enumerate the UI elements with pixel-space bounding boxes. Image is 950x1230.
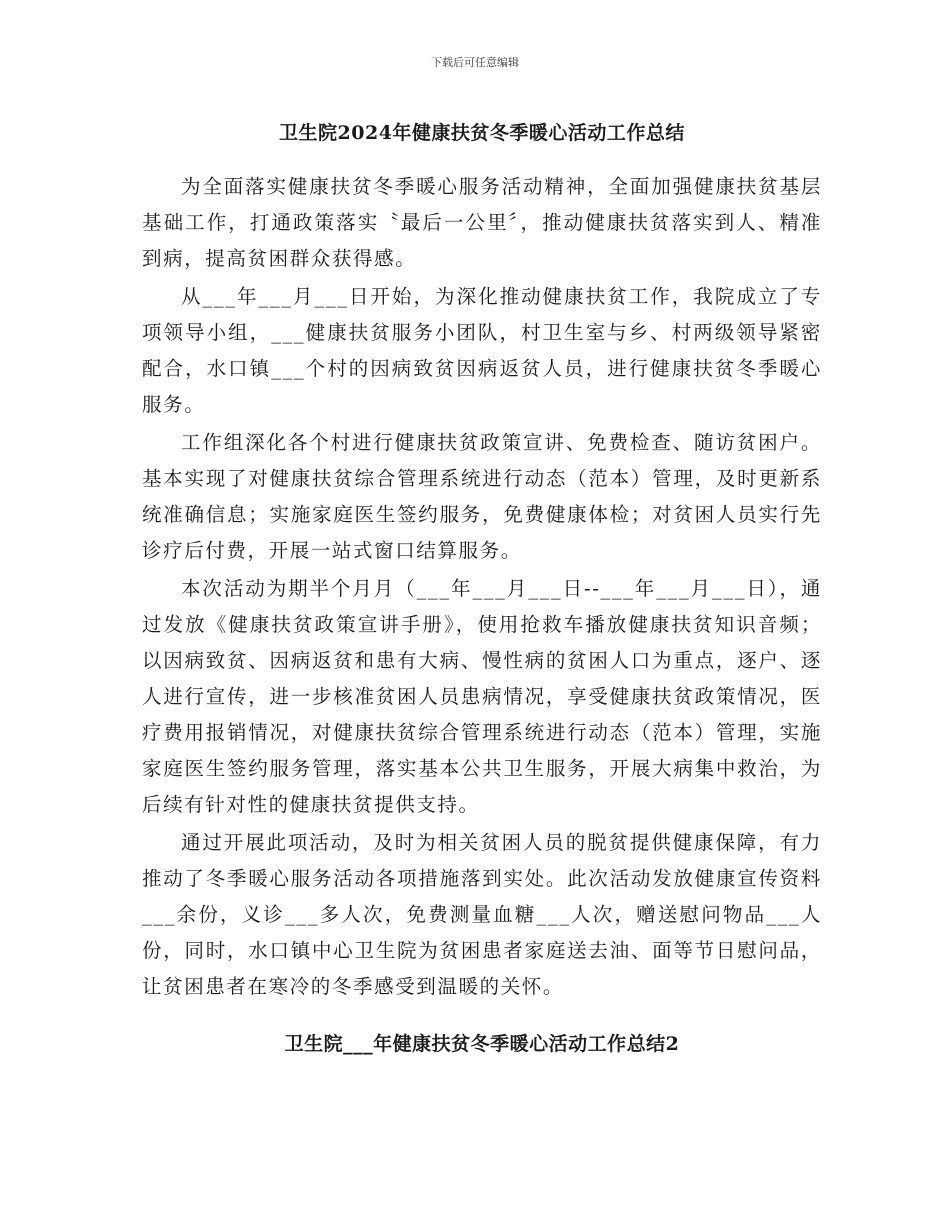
document-title: 卫生院2024年健康扶贫冬季暖心活动工作总结 — [279, 122, 685, 144]
section-title-2: 卫生院___年健康扶贫冬季暖心活动工作总结2 — [284, 1033, 680, 1055]
paragraph-1: 为全面落实健康扶贫冬季暖心服务活动精神，全面加强健康扶贫基层基础工作，打通政策落实〝最后一公里〞，推动健康扶贫落实到人、精准到病，提高贫困群众获得感。 — [142, 175, 822, 270]
paragraph-4: 本次活动为期半个月月（___年___月___日--___年___月___日），通过发放《健康扶贫政策宣讲手册》，使用抢救车播放健康扶贫知识音频；以因病致贫、因病返贫和患有大病、慢性病的贫困人口为重点，逐户、逐人进行宣传，进一步核准贫困人员患病情况，享受健康扶贫政策情况，医疗费用报销情况，对健康扶贫综合管理系统进行动态（范本）管理，实施家庭医生签约服务管理，落实基本公共卫生服务，开展大病集中救治，为后续有针对性的健康扶贫提供支持。 — [142, 577, 822, 816]
header-note: 下载后可任意编辑 — [431, 56, 519, 69]
paragraph-5: 通过开展此项活动，及时为相关贫困人员的脱贫提供健康保障，有力推动了冬季暖心服务活动各项措施落到实处。此次活动发放健康宣传资料___余份，义诊___多人次，免费测量血糖___人次，赠送慰问物品___人份，同时，水口镇中心卫生院为贫困患者家庭送去油、面等节日慰问品，让贫困患者在寒冷的冬季感受到温暖的关怀。 — [142, 831, 822, 998]
paragraph-2: 从___年___月___日开始，为深化推动健康扶贫工作，我院成立了专项领导小组，___健康扶贫服务小团队，村卫生室与乡、村两级领导紧密配合，水口镇___个村的因病致贫因病返贫人员，进行健康扶贫冬季暖心服务。 — [142, 285, 822, 416]
document-body — [142, 118, 822, 1056]
paragraph-3: 工作组深化各个村进行健康扶贫政策宣讲、免费检查、随访贫困户。基本实现了对健康扶贫综合管理系统进行动态（范本）管理，及时更新系统准确信息；实施家庭医生签约服务，免费健康体检；对贫困人员实行先诊疗后付费，开展一站式窗口结算服务。 — [142, 431, 822, 562]
